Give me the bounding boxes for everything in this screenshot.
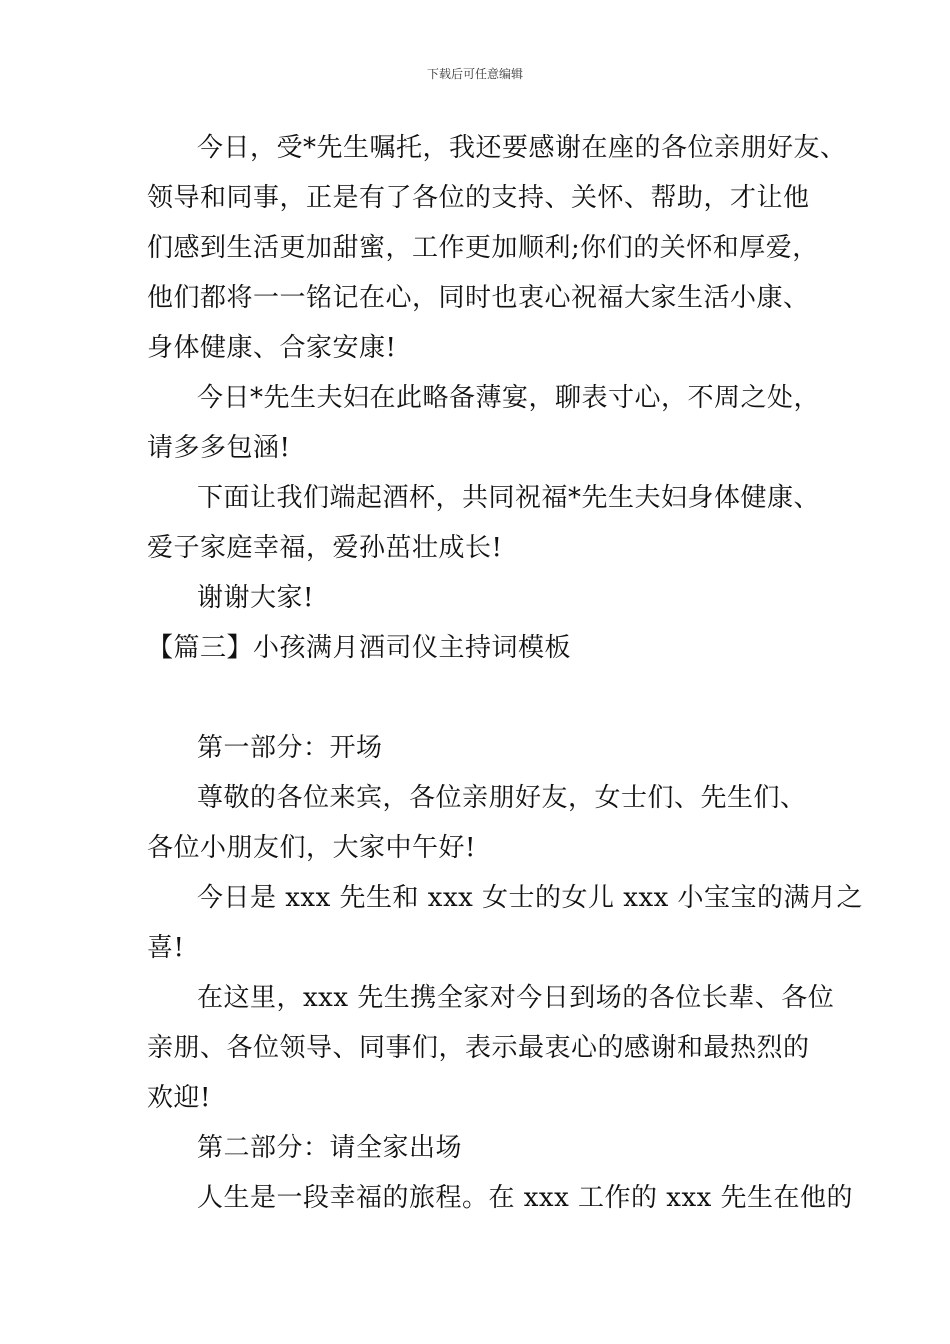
paragraph-line: 喜! xyxy=(147,933,185,963)
subsection-heading: 第二部分：请全家出场 xyxy=(197,1133,463,1163)
paragraph-line: 在这里，xxx 先生携全家对今日到场的各位长辈、各位 xyxy=(197,983,835,1013)
paragraph-line: 下面让我们端起酒杯，共同祝福*先生夫妇身体健康、 xyxy=(197,483,821,513)
paragraph-line: 他们都将一一铭记在心，同时也衷心祝福大家生活小康、 xyxy=(147,283,810,313)
subsection-heading: 第一部分：开场 xyxy=(197,733,383,763)
paragraph-line: 人生是一段幸福的旅程。在 xxx 工作的 xxx 先生在他的 xyxy=(197,1183,854,1213)
section-heading: 【篇三】小孩满月酒司仪主持词模板 xyxy=(147,633,572,663)
document-body xyxy=(147,123,864,1223)
paragraph-line: 们感到生活更加甜蜜，工作更加顺利;你们的关怀和厚爱， xyxy=(147,233,819,263)
paragraph-line: 请多多包涵! xyxy=(147,433,291,463)
page-header-note: 下载后可任意编辑 xyxy=(426,67,523,81)
paragraph-line: 领导和同事，正是有了各位的支持、关怀、帮助，才让他 xyxy=(147,183,810,213)
paragraph-line: 尊敬的各位来宾，各位亲朋好友，女士们、先生们、 xyxy=(197,783,807,813)
paragraph-line: 亲朋、各位领导、同事们，表示最衷心的感谢和最热烈的 xyxy=(147,1033,810,1063)
paragraph-line: 爱子家庭幸福，爱孙茁壮成长! xyxy=(147,533,503,563)
paragraph-line: 今日*先生夫妇在此略备薄宴，聊表寸心，不周之处， xyxy=(197,383,821,413)
paragraph-line: 谢谢大家! xyxy=(197,583,314,613)
paragraph-line: 身体健康、合家安康! xyxy=(147,333,397,363)
blank-spacer xyxy=(147,673,837,723)
paragraph-line: 各位小朋友们，大家中午好! xyxy=(147,833,476,863)
paragraph-line: 今日是 xxx 先生和 xxx 女士的女儿 xxx 小宝宝的满月之 xyxy=(197,883,864,913)
paragraph-line: 欢迎! xyxy=(147,1083,211,1113)
paragraph-line: 今日，受*先生嘱托，我还要感谢在座的各位亲朋好友、 xyxy=(197,133,847,163)
